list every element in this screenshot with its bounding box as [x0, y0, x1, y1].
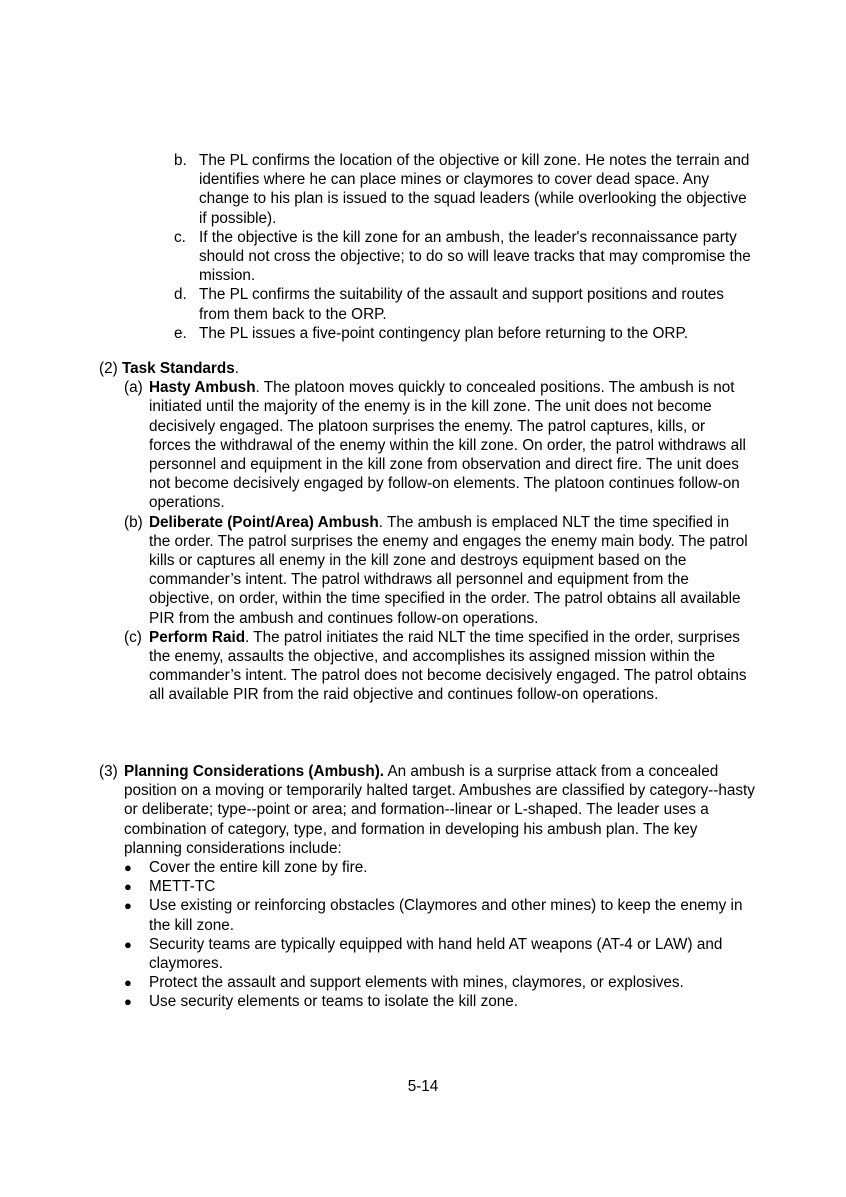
- bullet-text: Use security elements or teams to isolate the kill zone.: [149, 993, 518, 1011]
- task-standard-perform-raid: [124, 628, 749, 705]
- bullet-text: Cover the entire kill zone by fire.: [149, 859, 368, 877]
- task-standards-list: [99, 378, 749, 704]
- section-marker: (2): [99, 360, 118, 377]
- bullet-icon: ●: [124, 898, 132, 914]
- task-standard-text: . The platoon moves quickly to concealed positions. The ambush is not initiated until the majority of the enemy is in the kill zone. The unit does not become decisively engaged. The platoon surprises the enemy. The patrol captures, kills, or forces the withdrawal of the enemy within the kill zone. On order, the patrol withdraws all personnel and equipment in the kill zone from observation and direct fire. The unit does not become decisively engaged by follow-on elements. The platoon continues follow-on operations.: [149, 379, 746, 512]
- page-number: 5-14: [407, 1078, 439, 1095]
- bullet-text: Security teams are typically equipped with hand held AT weapons (AT-4 or LAW) and claymores.: [149, 935, 723, 973]
- task-standard-marker: (b): [124, 513, 143, 531]
- heading-suffix: .: [234, 360, 239, 377]
- list-item: [124, 896, 759, 934]
- recon-step-e: [174, 324, 754, 343]
- task-standard-marker: (a): [124, 379, 143, 397]
- recon-step-marker: d.: [174, 286, 187, 304]
- bullet-text: Protect the assault and support elements with mines, claymores, or explosives.: [149, 974, 684, 992]
- task-standard-text: . The patrol initiates the raid NLT the time specified in the order, surprises the enemy, assaults the objective, and accomplishes its assigned mission within the commander’s intent. The patrol does not become decisively engaged. The patrol obtains all available PIR from the raid objective and continues follow-on operations.: [149, 628, 747, 704]
- list-item: [124, 992, 759, 1011]
- bullet-icon: ●: [124, 975, 132, 991]
- recon-step-marker: c.: [174, 228, 186, 246]
- bullet-text: METT-TC: [149, 878, 216, 896]
- task-standard-deliberate-ambush: [124, 513, 749, 628]
- task-standard-title: Deliberate (Point/Area) Ambush: [149, 513, 379, 531]
- recon-step-b: [174, 151, 754, 228]
- recon-step-marker: e.: [174, 324, 187, 342]
- planning-intro-text: An ambush is a surprise attack from a concealed position on a moving or temporarily halted target. Ambushes are classified by category--hasty or deliberate; type--point or area; and formation--linear or L-shaped. The leader uses a combination of category, type, and formation in developing his ambush plan. The key planning considerations include:: [124, 763, 755, 857]
- section-marker: (3): [99, 763, 118, 780]
- bullet-icon: ●: [124, 879, 132, 895]
- recon-step-list: [174, 151, 754, 343]
- task-standards-heading: [99, 359, 759, 378]
- recon-step-text: The PL confirms the suitability of the assault and support positions and routes from them back to the ORP.: [199, 286, 724, 323]
- planning-intro: [99, 762, 759, 858]
- list-item: [124, 858, 759, 877]
- planning-bullet-list: [99, 858, 759, 1012]
- task-standard-hasty-ambush: [124, 378, 749, 512]
- task-standard-title: Hasty Ambush: [149, 379, 256, 397]
- bullet-icon: ●: [124, 860, 132, 876]
- task-standards-section: [99, 359, 759, 705]
- recon-step-text: The PL confirms the location of the objective or kill zone. He notes the terrain and identifies where he can place mines or claymores to cover dead space. Any change to his plan is issued to the squad leaders (while overlooking the objective if possible).: [199, 152, 750, 227]
- recon-step-d: [174, 285, 754, 323]
- bullet-icon: ●: [124, 994, 132, 1010]
- recon-step-text: If the objective is the kill zone for an ambush, the leader's reconnaissance party should not cross the objective; to do so will leave tracks that may compromise the mission.: [199, 228, 751, 285]
- task-standard-title: Perform Raid: [149, 628, 246, 646]
- bullet-text: Use existing or reinforcing obstacles (Claymores and other mines) to keep the enemy in the kill zone.: [149, 897, 743, 934]
- list-item: [124, 973, 759, 992]
- list-item: [124, 877, 759, 896]
- task-standard-text: . The ambush is emplaced NLT the time specified in the order. The patrol surprises the enemy and engages the enemy main body. The patrol kills or captures all enemy in the kill zone and destroys equipment based on the commander’s intent. The patrol withdraws all personnel and equipment from the objective, on order, within the time specified in the order. The patrol obtains all available PIR from the ambush and continues follow-on operations.: [149, 513, 748, 627]
- list-item: [124, 935, 759, 973]
- planning-considerations-section: [99, 762, 759, 1012]
- bullet-icon: ●: [124, 936, 132, 952]
- recon-step-c: [174, 228, 754, 286]
- recon-step-text: The PL issues a five-point contingency plan before returning to the ORP.: [199, 324, 688, 342]
- recon-step-marker: b.: [174, 152, 187, 169]
- task-standard-marker: (c): [124, 628, 142, 646]
- section-heading: Task Standards: [121, 360, 235, 377]
- section-heading: Planning Considerations (Ambush).: [124, 763, 385, 780]
